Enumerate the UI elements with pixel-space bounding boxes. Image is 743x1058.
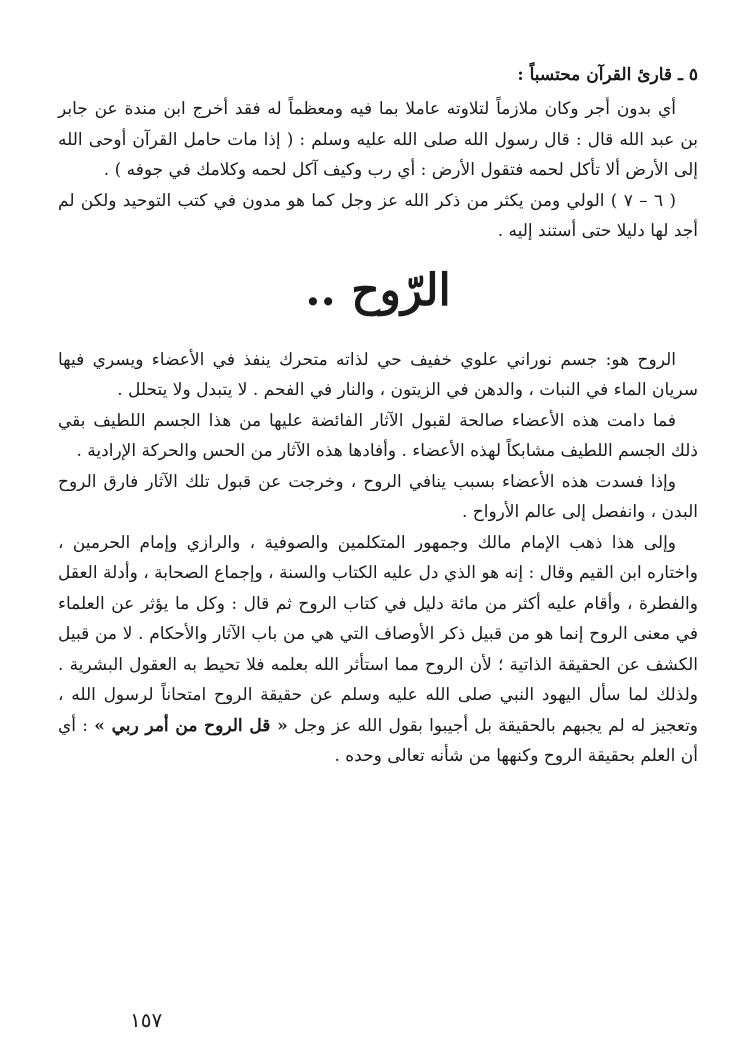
paragraph: ( ٦ – ٧ ) الولي ومن يكثر من ذكر الله عز وجل كما هو مدون في كتب التوحيد ولكن لم أجد لها دليلا حتى أستند إليه . xyxy=(58,190,698,241)
quran-quote: « قل الروح من أمر ربي » xyxy=(94,715,288,736)
paragraph: الروح هو: جسم نوراني علوي خفيف حي لذاته متحرك ينفذ في الأعضاء ويسري فيها سريان الماء في النبات ، والدهن في الزيتون ، والنار في الفحم . لا يتبدل ولا يتحلل . xyxy=(58,349,698,400)
paragraph: وإذا فسدت هذه الأعضاء بسبب ينافي الروح ، وخرجت عن قبول تلك الآثار فارق الروح البدن ، وانفصل إلى عالم الأرواح . xyxy=(58,471,698,522)
section-heading: ٥ ـ قارئ القرآن محتسباً : xyxy=(517,65,698,85)
paragraph: أي بدون أجر وكان ملازماً لتلاوته عاملا بما فيه ومعظماً له فقد أخرج ابن مندة عن جابر بن عبد الله قال : قال رسول الله صلى الله عليه وسلم : ( إذا مات حامل القرآن أوحى الله إلى الأرض ألا تأكل لحمه فتقول الأرض : أي رب وكيف آكل لحمه وكلامك في جوفه ) . xyxy=(58,99,698,180)
page-number: ١٥٧ xyxy=(130,1008,163,1032)
chapter-title: الرّوح .. xyxy=(305,264,451,316)
paragraph: فما دامت هذه الأعضاء صالحة لقبول الآثار الفائضة عليها من هذا الجسم اللطيف بقي ذلك الجسم اللطيف مشابكاً لهذه الأعضاء . وأفادها هذه الآثار من الحس والحركة الإرادية . xyxy=(58,410,698,461)
paragraph xyxy=(58,528,698,772)
book-page xyxy=(58,62,698,1032)
chapter-body xyxy=(58,345,698,772)
section-5 xyxy=(58,62,698,247)
paragraph-text: وإلى هذا ذهب الإمام مالك وجمهور المتكلمين والصوفية ، والرازي وإمام الحرمين ، واختاره ابن القيم وقال : إنه هو الذي دل عليه الكتاب والسنة ، وإجماع الصحابة ، وأدلة العقل والفطرة ، وأقام عليه أكثر من مائة دليل في كتاب الروح ثم قال : وكل ما يؤثر عن العلماء في معنى الروح إنما هو من قبيل ذكر الأوصاف التي هي من باب الآثار والأحكام . لا من قبيل الكشف عن الحقيقة الذاتية ؛ لأن الروح مما استأثر الله بعلمه فلا تحيط به العقول البشرية . ولذلك لما سأل اليهود النبي صلى الله عليه وسلم عن حقيقة الروح امتحاناً لرسول الله ، وتعجيز له لم يجبهم بالحقيقة بل أجيبوا بقول الله عز وجل xyxy=(58,532,699,736)
paragraph-text: : أي أن العلم بحقيقة الروح وكنهها من شأنه تعالى وحده . xyxy=(58,715,698,766)
